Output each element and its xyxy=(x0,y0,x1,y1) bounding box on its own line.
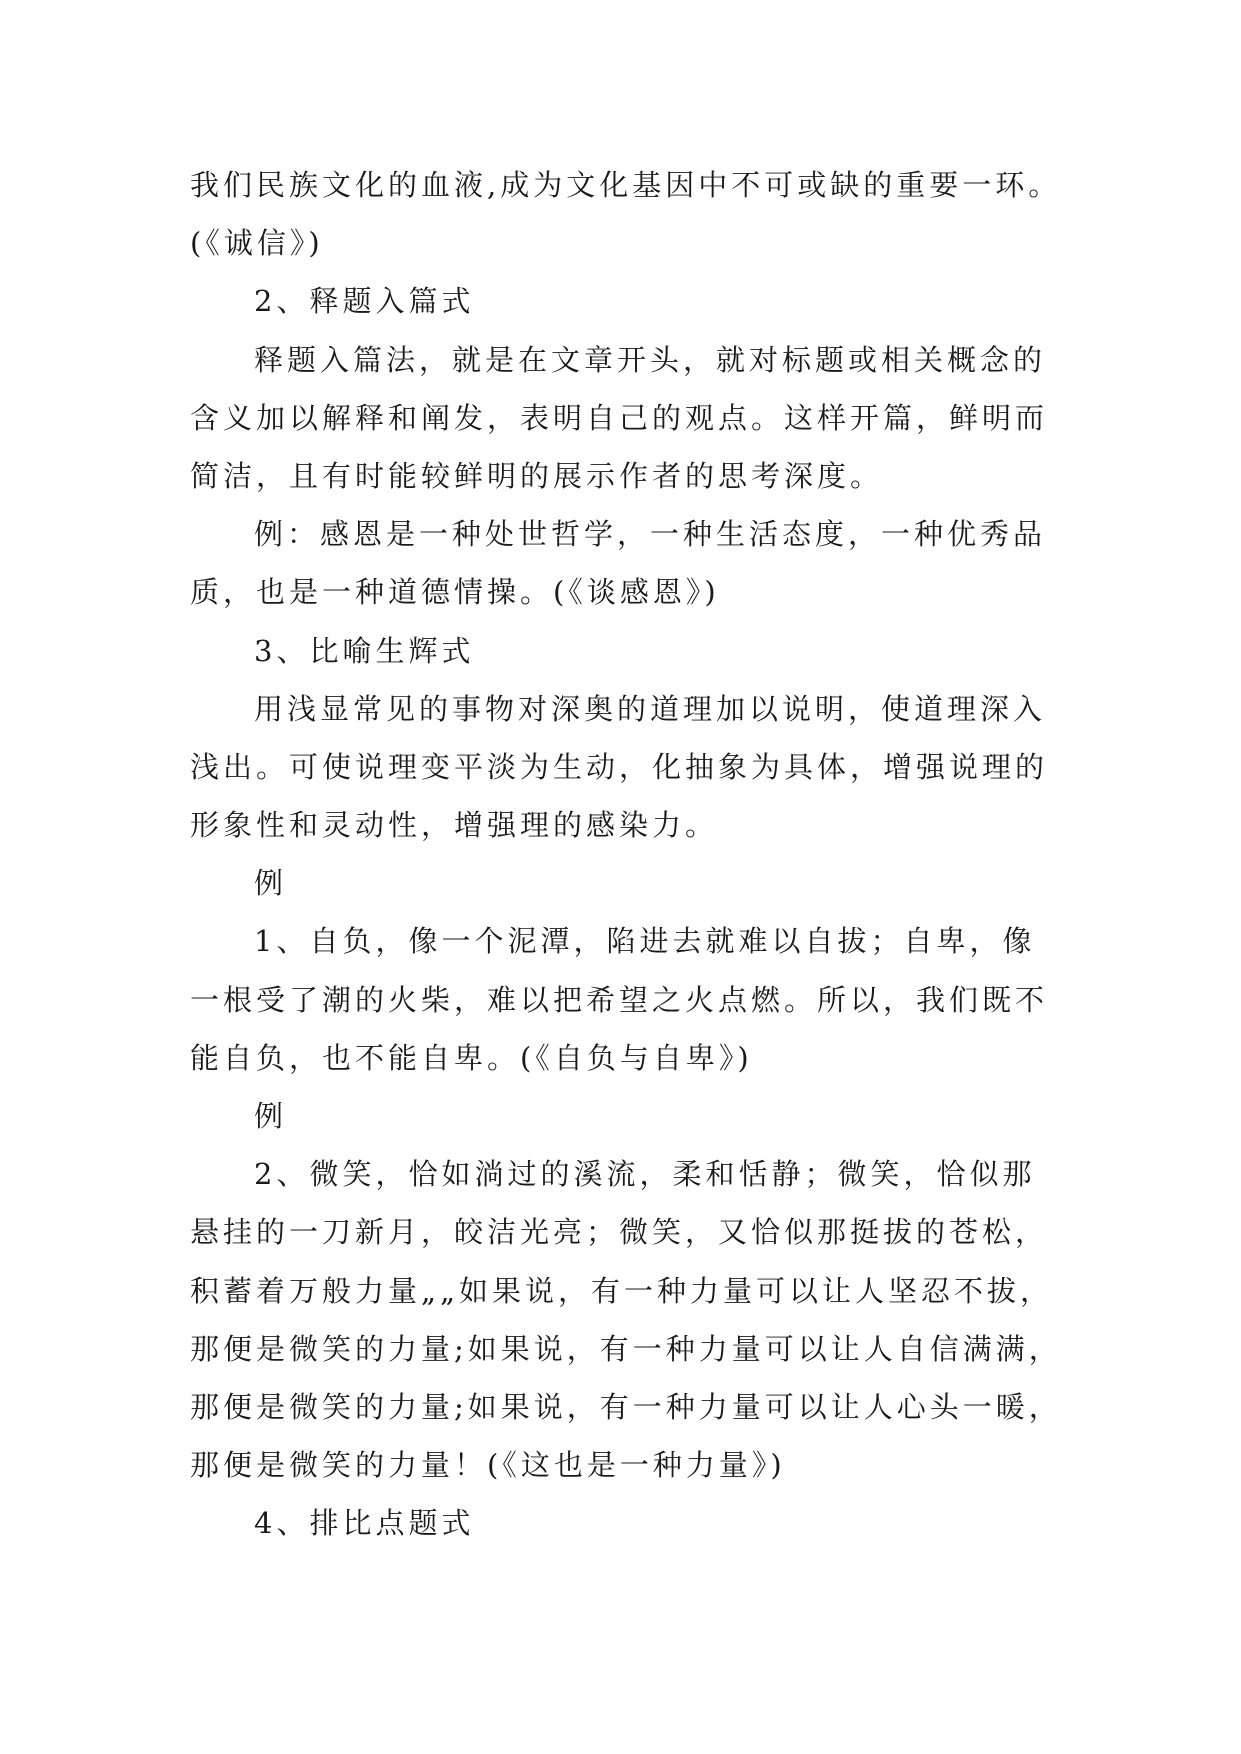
text-line: 能自负，也不能自卑。(《自负与自卑》) xyxy=(190,1040,753,1075)
text-line: 那便是微笑的力量！(《这也是一种力量》) xyxy=(190,1448,786,1483)
text-line: 释题入篇法，就是在文章开头，就对标题或相关概念的 xyxy=(254,342,1047,377)
text-line: 2、微笑，恰如淌过的溪流，柔和恬静；微笑，恰似那 xyxy=(254,1157,1036,1192)
text-line: 那便是微笑的力量;如果说，有一种力量可以让人心头一暖， xyxy=(190,1389,1062,1424)
example-label: 例 xyxy=(254,866,288,901)
text-line: 含义加以解释和阐发，表明自己的观点。这样开篇，鲜明而 xyxy=(190,400,1049,435)
text-line: 那便是微笑的力量;如果说，有一种力量可以让人自信满满， xyxy=(190,1331,1062,1366)
text-line: 积蓄着万般力量„„如果说，有一种力量可以让人坚忍不拔， xyxy=(190,1273,1054,1308)
text-line: 用浅显常见的事物对深奥的道理加以说明，使道理深入 xyxy=(254,691,1047,726)
text-line: 我们民族文化的血液,成为文化基因中不可或缺的重要一环。 xyxy=(190,168,1062,202)
section-heading: 3、比喻生辉式 xyxy=(254,633,475,668)
text-line: 1、自负，像一个泥潭，陷进去就难以自拔；自卑，像 xyxy=(254,924,1036,959)
text-line: 例：感恩是一种处世哲学，一种生活态度，一种优秀品 xyxy=(254,517,1047,552)
section-heading: 2、释题入篇式 xyxy=(254,284,475,319)
example-label: 例 xyxy=(254,1099,288,1133)
text-line: 悬挂的一刀新月，皎洁光亮；微笑，又恰似那挺拔的苍松， xyxy=(190,1215,1049,1250)
text-line: 形象性和灵动性，增强理的感染力。 xyxy=(190,808,719,843)
text-line: 简洁，且有时能较鲜明的展示作者的思考深度。 xyxy=(190,458,884,493)
text-line: (《诚信》) xyxy=(190,226,324,261)
text-line: 一根受了潮的火柴，难以把希望之火点燃。所以，我们既不 xyxy=(190,982,1049,1017)
text-line: 质，也是一种道德情操。(《谈感恩》) xyxy=(190,575,720,610)
section-heading: 4、排比点题式 xyxy=(254,1506,475,1541)
text-line: 浅出。可使说理变平淡为生动，化抽象为具体，增强说理的 xyxy=(190,749,1049,784)
document-body xyxy=(190,156,1070,1553)
